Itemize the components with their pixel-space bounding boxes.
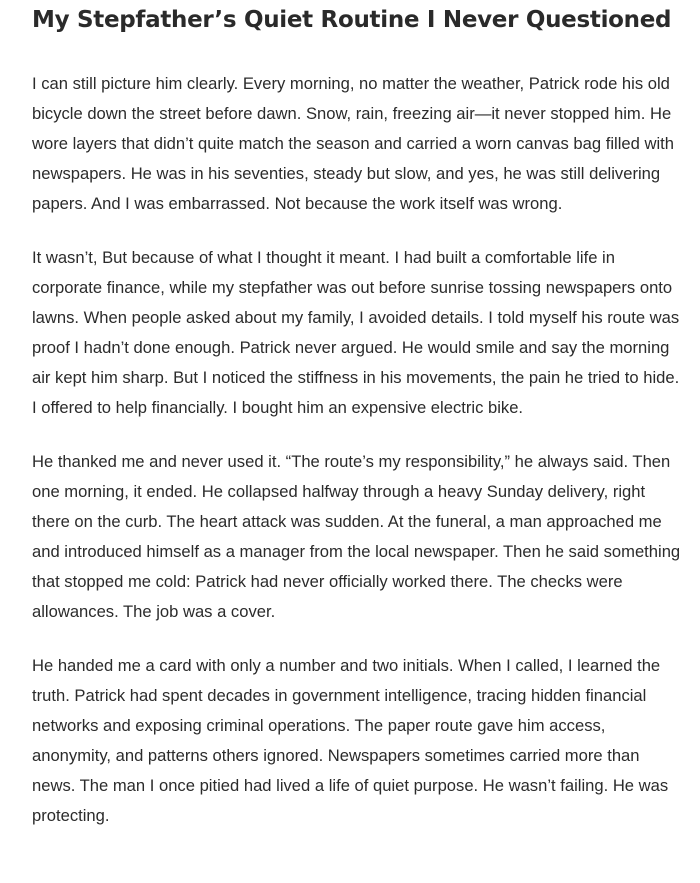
article-body [32, 69, 684, 831]
article-title: My Stepfather’s Quiet Routine I Never Questioned [32, 7, 672, 33]
article-paragraph: He handed me a card with only a number and two initials. When I called, I learned the truth. Patrick had spent decades in government intelligence, tracing hidden financial networks and exposing criminal operations. The paper route gave him access, anonymity, and patterns others ignored. Newspapers sometimes carried more than news. The man I once pitied had lived a life of quiet purpose. He wasn’t failing. He was protecting. [32, 656, 669, 825]
article-paragraph: It wasn’t, But because of what I thought it meant. I had built a comfortable life in corporate finance, while my stepfather was out before sunrise tossing newspapers onto lawns. When people asked about my family, I avoided details. I told myself his route was proof I hadn’t done enough. Patrick never argued. He would smile and say the morning air kept him sharp. But I noticed the stiffness in his movements, the pain he tried to hide. I offered to help financially. I bought him an expensive electric bike. [32, 248, 680, 417]
article-paragraph: He thanked me and never used it. “The route’s my responsibility,” he always said. Then one morning, it ended. He collapsed halfway through a heavy Sunday delivery, right there on the curb. The heart attack was sudden. At the funeral, a man approached me and introduced himself as a manager from the local newspaper. Then he said something that stopped me cold: Patrick had never officially worked there. The checks were allowances. The job was a cover. [32, 452, 681, 621]
article-paragraph: I can still picture him clearly. Every morning, no matter the weather, Patrick rode his old bicycle down the street before dawn. Snow, rain, freezing air—it never stopped him. He wore layers that didn’t quite match the season and carried a worn canvas bag filled with newspapers. He was in his seventies, steady but slow, and yes, he was still delivering papers. And I was embarrassed. Not because the work itself was wrong. [32, 74, 674, 213]
